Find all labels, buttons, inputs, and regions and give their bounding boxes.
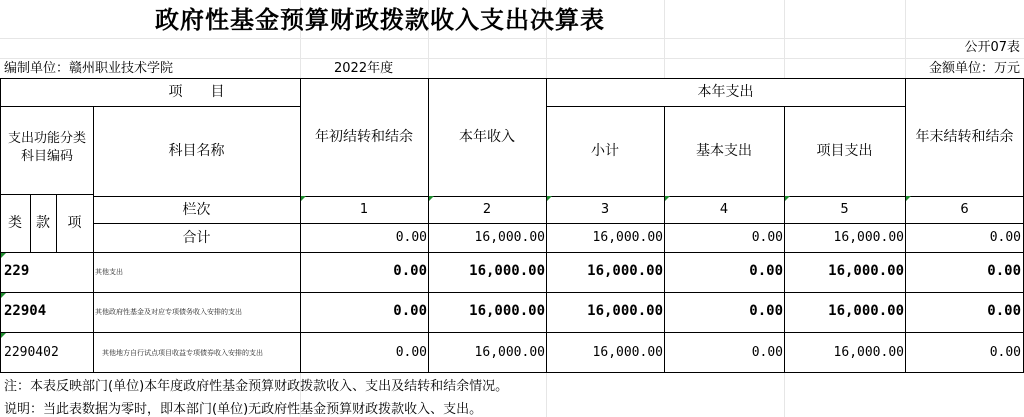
header-closing-balance: 年末结转和结余 [915,129,1014,145]
row-value: 16,000.00 [469,303,545,319]
total-value: 16,000.00 [592,230,663,245]
grid-line [0,58,1024,59]
subject-name: 其他支出 [95,268,123,276]
total-value: 16,000.00 [833,230,904,245]
row-value: 0.00 [749,263,783,279]
total-label: 合计 [182,229,211,246]
cell-marker [665,196,670,201]
compiling-unit: 编制单位：赣州职业技术学院 [4,61,174,76]
cell-marker [1,293,6,298]
header-kuan: 款 [36,215,50,231]
row-value: 0.00 [751,345,783,360]
header-lei: 类 [8,215,22,231]
header-opening-balance: 年初结转和结余 [315,129,413,145]
row-value: 16,000.00 [592,345,663,360]
column-index-1: 1 [359,201,369,217]
header-item: 项 目 [168,84,225,100]
row-value: 16,000.00 [474,345,545,360]
page-title: 政府性基金预算财政拨款收入支出决算表 [155,6,605,34]
column-index-4: 4 [719,201,729,217]
header-income: 本年收入 [459,129,515,145]
row-value: 16,000.00 [828,263,904,279]
row-value: 16,000.00 [828,303,904,319]
column-index-6: 6 [960,201,969,217]
row-value: 16,000.00 [587,303,663,319]
total-value: 0.00 [989,230,1021,245]
row-value: 0.00 [989,345,1021,360]
row-value: 0.00 [749,303,783,319]
cell-marker [547,196,552,201]
grid-line [784,0,785,78]
subject-name: 其他地方自行试点项目收益专项债券收入安排的支出 [102,349,263,357]
column-index-label: 栏次 [182,201,211,218]
header-project-expenditure: 项目支出 [816,143,873,159]
cell-marker [301,196,306,201]
cell-marker [1,253,6,258]
row-value: 0.00 [393,263,427,279]
grid-line [905,0,906,78]
header-subtotal: 小计 [591,143,619,159]
row-value: 0.00 [987,303,1021,319]
header-expenditure-group: 本年支出 [697,84,754,100]
fiscal-year: 2022年度 [334,61,394,76]
row-value: 0.00 [393,303,427,319]
header-name-column: 科目名称 [168,143,225,159]
column-index-5: 5 [840,201,849,217]
total-value: 16,000.00 [474,230,545,245]
footnote: 注：本表反映部门(单位)本年度政府性基金预算财政拨款收入、支出及结转和结余情况。 [4,379,509,394]
subject-code: 22904 [4,303,47,319]
total-value: 0.00 [395,230,427,245]
header-xiang: 项 [67,215,82,231]
column-index-2: 2 [482,201,492,217]
row-value: 0.00 [987,263,1021,279]
cell-marker [1,333,6,338]
subject-code: 2290402 [4,345,59,360]
row-value: 16,000.00 [833,345,904,360]
form-number: 公开07表 [964,40,1020,55]
money-unit: 金额单位：万元 [928,61,1020,76]
grid-line [546,372,547,417]
subject-name: 其他政府性基金及对应专项债务收入安排的支出 [95,308,242,316]
header-basic-expenditure: 基本支出 [696,143,752,159]
grid-line [784,372,785,417]
footnote: 说明：当此表数据为零时，即本部门(单位)无政府性基金预算财政拨款收入、支出。 [4,402,483,417]
row-value: 16,000.00 [587,263,663,279]
column-index-3: 3 [600,201,610,217]
cell-marker [429,196,434,201]
row-value: 16,000.00 [469,263,545,279]
grid-line [0,38,1024,39]
row-value: 0.00 [395,345,427,360]
cell-marker [785,196,790,201]
total-value: 0.00 [751,230,783,245]
header-code-column: 支出功能分类科目编码 [7,131,86,164]
subject-code: 229 [4,263,30,279]
cell-marker [906,196,911,201]
